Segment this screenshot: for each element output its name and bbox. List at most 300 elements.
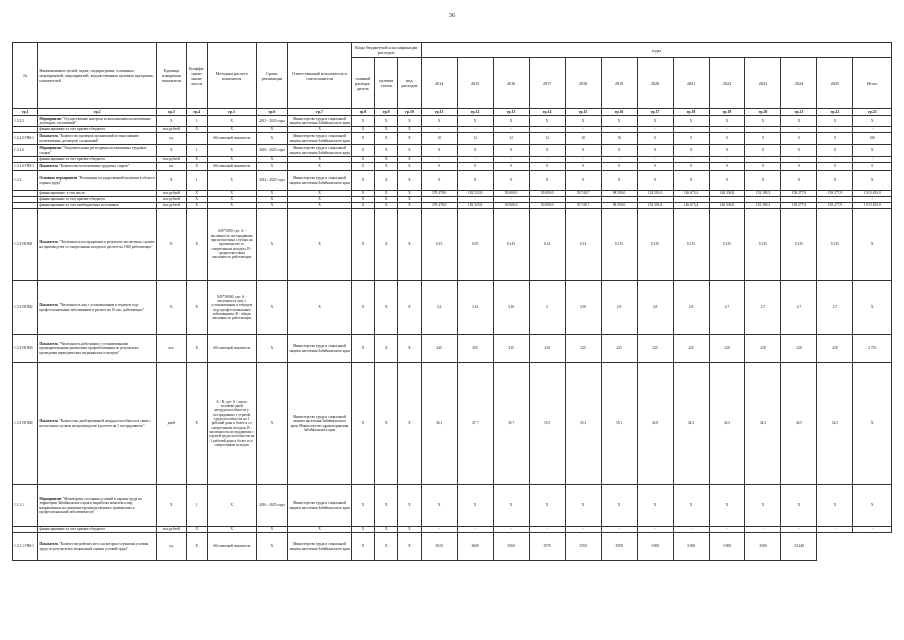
table-cell: 146 336,8 — [709, 203, 745, 209]
table-cell: - — [529, 127, 565, 133]
column-number-cell: гр.11 — [421, 109, 457, 116]
table-cell: 0 — [637, 133, 673, 145]
header-year: 2022 — [709, 58, 745, 109]
table-cell: - — [529, 527, 565, 533]
table-cell: X — [186, 527, 207, 533]
table-cell: 35,5 — [529, 363, 565, 485]
table-cell: 2,7 — [781, 281, 817, 335]
row-code-cell: 1.3.3-ПОМ2 — [13, 281, 38, 335]
page-number: 36 — [449, 13, 455, 19]
table-cell: X — [375, 203, 398, 209]
table-cell: X — [673, 485, 709, 527]
table-row — [13, 485, 892, 527]
table-cell: X — [673, 116, 709, 127]
table-cell: 182 523,8 — [457, 191, 493, 197]
table-cell: X — [351, 116, 374, 127]
table-cell: X — [853, 363, 892, 485]
table-cell: X — [398, 171, 421, 191]
table-cell: X — [351, 171, 374, 191]
table-cell: - — [529, 157, 565, 163]
table-cell: - — [601, 527, 637, 533]
table-cell: - — [565, 197, 601, 203]
table-row — [13, 363, 892, 485]
table-cell: 0,05 — [457, 209, 493, 281]
table-cell: X — [256, 197, 288, 203]
table-cell: 0,135 — [745, 209, 781, 281]
header-main-manager: главный распоря-дитель — [351, 58, 374, 109]
table-cell: шт. — [156, 163, 186, 171]
table-cell: 3558 — [601, 533, 637, 561]
table-cell: 158 277,9 — [781, 203, 817, 209]
table-cell: 220 — [817, 335, 853, 363]
table-cell: 0 — [745, 133, 781, 145]
table-cell: X — [601, 171, 637, 191]
table-cell: X — [637, 116, 673, 127]
table-cell: 98 500,0 — [601, 191, 637, 197]
table-cell: X — [256, 163, 288, 171]
table-cell: 2,95 — [565, 281, 601, 335]
row-name-cell: Основное мероприятие "Реализация государственной политики в области охраны труда" — [38, 171, 157, 191]
table-cell: - — [745, 127, 781, 133]
table-cell: 47,7 — [457, 363, 493, 485]
table-cell: 1 — [186, 171, 207, 191]
table-cell: X — [565, 485, 601, 527]
table-cell: X — [207, 157, 256, 163]
header-year: 2019 — [601, 58, 637, 109]
table-cell: X — [351, 163, 374, 171]
header-method: Методика расчета показателя — [207, 43, 256, 109]
table-cell: - — [601, 157, 637, 163]
row-name-cell: Мероприятие "Осуществление контроля за выполнением коллективных договоров, соглашений" — [38, 116, 157, 127]
table-cell: X — [529, 116, 565, 127]
table-cell: 152 190,3 — [745, 203, 781, 209]
table-cell: X — [398, 203, 421, 209]
table-cell: 220 — [709, 335, 745, 363]
row-code-cell: 1.3.3-ПОМ3 — [13, 335, 38, 363]
table-cell: X — [256, 527, 288, 533]
table-cell: X — [709, 171, 745, 191]
table-cell: X — [375, 209, 398, 281]
table-cell: X — [421, 145, 457, 157]
table-cell: - — [745, 527, 781, 533]
column-number-cell: гр.6 — [256, 109, 288, 116]
table-cell: X — [781, 171, 817, 191]
table-cell: Министерство труда и социальной защиты населения Забайкальского края — [288, 485, 352, 527]
table-cell: - — [853, 197, 892, 203]
table-cell: чел. — [156, 335, 186, 363]
column-number-cell: гр.2 — [38, 109, 157, 116]
table-cell: X — [186, 127, 207, 133]
table-cell: 0,145 — [493, 209, 529, 281]
table-cell: X — [457, 171, 493, 191]
table-cell: X — [156, 145, 186, 157]
table-cell: 12 — [529, 133, 565, 145]
table-cell: 225 — [673, 335, 709, 363]
row-code-cell: 1.3.3. — [13, 171, 38, 191]
indicators-table-container — [12, 42, 892, 561]
table-cell: 0,15 — [421, 209, 457, 281]
table-cell: 1 913 493,0 — [853, 203, 892, 209]
table-cell: тыс.рублей — [156, 191, 186, 197]
table-cell: ед. — [156, 133, 186, 145]
table-cell: X — [493, 171, 529, 191]
table-cell: X — [673, 171, 709, 191]
table-cell: 0 — [601, 163, 637, 171]
table-cell: X — [781, 145, 817, 157]
column-number-cell: гр.4 — [186, 109, 207, 116]
table-cell: 2016 - 2025 годы — [256, 145, 288, 157]
table-cell: X — [493, 116, 529, 127]
table-cell: X — [351, 197, 374, 203]
table-cell: X — [817, 116, 853, 127]
row-name-cell: финансирование, в том числе: — [38, 191, 157, 197]
table-cell: - — [421, 127, 457, 133]
table-cell: X — [398, 281, 421, 335]
table-cell: - — [781, 197, 817, 203]
row-kind-label: Мероприятие — [39, 146, 62, 151]
table-cell: - — [745, 197, 781, 203]
table-cell: 35,3 — [565, 363, 601, 485]
table-cell: 3600 — [457, 533, 493, 561]
table-cell: 0 — [781, 163, 817, 171]
header-budget-codes: Коды бюджетной классификации расходов — [351, 43, 421, 58]
table-cell: X — [375, 527, 398, 533]
table-cell: X — [398, 527, 421, 533]
table-cell: X — [351, 191, 374, 197]
table-cell: - — [817, 527, 853, 533]
table-cell: 225 — [565, 335, 601, 363]
table-cell: X — [745, 485, 781, 527]
table-cell: X — [709, 116, 745, 127]
table-cell: X — [156, 485, 186, 527]
table-cell: X — [207, 203, 256, 209]
row-name-cell: финансирование за счет краевого бюджета — [38, 127, 157, 133]
table-cell: - — [781, 127, 817, 133]
table-cell: 0 — [853, 163, 892, 171]
table-cell: Министерство труда и социальной защиты населения Забайкальского края — [289, 116, 350, 125]
table-cell: - — [673, 157, 709, 163]
table-cell: 2,8 — [637, 281, 673, 335]
table-cell: 0 — [637, 163, 673, 171]
table-cell: А/В*10000, где: А - численность лиц, с установленным в текущем году профессиональным заболеванием, В - общая численность работающих — [207, 281, 256, 335]
table-cell: 0,135 — [637, 209, 673, 281]
table-cell: X — [186, 209, 207, 281]
table-cell: 146 673,4 — [673, 203, 709, 209]
table-cell: X — [853, 485, 892, 527]
table-cell: X — [156, 171, 186, 191]
header-year: 2017 — [529, 58, 565, 109]
row-code-cell: 1.1.1.1. — [13, 485, 38, 527]
row-name-cell: Мероприятие "Мониторинг состояния условий и охраны труда на территории Забайкальского края и выработка комплекса мер, направленных на снижение производственного травматизма и профессиональной заболеваемости" — [38, 485, 157, 527]
table-row — [13, 145, 892, 157]
table-cell: 34 240 — [781, 533, 817, 561]
table-cell: X — [256, 209, 288, 281]
table-cell: X — [375, 133, 398, 145]
table-cell: тыс.рублей — [156, 197, 186, 203]
table-cell: 2,8 — [673, 281, 709, 335]
table-cell: X — [375, 281, 398, 335]
table-cell: X — [351, 363, 374, 485]
table-cell: X — [375, 533, 398, 561]
table-cell: 12 — [457, 133, 493, 145]
column-number-cell: гр.23 — [853, 109, 892, 116]
header-year: 2025 — [817, 58, 853, 109]
table-cell: X — [529, 145, 565, 157]
table-cell: 50 000,0 — [529, 191, 565, 197]
table-cell: Министерство труда и социальной защиты населения Забайкальского края — [288, 533, 352, 561]
table-cell: X — [186, 157, 207, 163]
row-kind-label: Показатель — [39, 303, 59, 308]
table-cell: 0 — [817, 133, 853, 145]
row-kind-label: Показатель — [39, 542, 59, 547]
table-cell: X — [288, 157, 352, 163]
table-cell: 265 — [457, 335, 493, 363]
table-cell: 0 — [709, 163, 745, 171]
table-cell: X — [398, 116, 421, 127]
table-cell: 10 — [601, 133, 637, 145]
row-name-cell: Показатель "Численность работников с установленными предварительными диагнозами профзаболевания по результатам проведения периодических медицинских осмотров" — [38, 335, 157, 363]
table-cell: X — [288, 203, 352, 209]
table-cell: А / В, где: А - число человеко-дней нетрудоспособности у пострадавших с утратой трудоспособности на 1 рабочий день и более и со смертельным исходом, В - численность пострадавших с утратой трудоспособности на 1 рабочий день и более и со смертельным исходом — [207, 363, 256, 485]
table-cell: - — [853, 157, 892, 163]
table-cell: X — [817, 145, 853, 157]
table-cell: 35,7 — [493, 363, 529, 485]
table-cell: - — [673, 127, 709, 133]
table-cell: 0,135 — [709, 209, 745, 281]
table-cell: X — [207, 127, 256, 133]
row-kind-label: Показатель — [39, 134, 59, 139]
table-cell: X — [398, 163, 421, 171]
header-target-article: целевая статья — [375, 58, 398, 109]
table-cell: 3 000 — [637, 533, 673, 561]
header-year: 2015 — [457, 58, 493, 109]
table-cell — [186, 133, 207, 145]
table-cell: X — [375, 163, 398, 171]
table-cell: X — [421, 485, 457, 527]
table-cell: 2 755 — [853, 335, 892, 363]
table-cell: X — [853, 171, 892, 191]
table-cell: - — [817, 197, 853, 203]
table-cell: 0 — [421, 163, 457, 171]
table-cell: 34,5 — [817, 363, 853, 485]
table-cell: X — [601, 145, 637, 157]
table-cell: X — [781, 485, 817, 527]
table-cell: - — [565, 527, 601, 533]
table-cell: - — [637, 197, 673, 203]
column-number-cell: гр.16 — [601, 109, 637, 116]
table-cell: 12 — [493, 133, 529, 145]
table-cell: 50 000,0 — [493, 191, 529, 197]
table-cell: 0 — [709, 133, 745, 145]
table-cell: X — [351, 145, 374, 157]
table-cell: 225 — [601, 335, 637, 363]
table-cell: - — [817, 127, 853, 133]
table-cell: X — [256, 191, 288, 197]
table-cell: 35,1 — [601, 363, 637, 485]
row-name-cell: Показатель "Численность лиц с установленным в текущем году профессиональным заболеванием в расчете на 10 тыс. работающих" — [38, 281, 157, 335]
table-cell: 132 501,0 — [637, 191, 673, 197]
table-cell: 50 000,0 — [493, 203, 529, 209]
table-cell: X — [375, 191, 398, 197]
table-cell: X — [457, 145, 493, 157]
table-cell: 3570 — [529, 533, 565, 561]
table-cell: 225 — [637, 335, 673, 363]
header-name: Наименование целей, задач, подпрограмм, основных мероприятий, мероприятий, ведомственных целевых программ, показателей — [38, 43, 157, 109]
header-unit: Единица измерения показателя — [156, 43, 186, 109]
table-cell: - — [709, 127, 745, 133]
table-cell: - — [637, 127, 673, 133]
table-cell: 3 000 — [709, 533, 745, 561]
table-cell: дней — [156, 363, 186, 485]
table-cell: 245 — [421, 335, 457, 363]
row-kind-label: Показатель — [39, 342, 59, 347]
table-cell: X — [745, 116, 781, 127]
table-cell: X — [398, 197, 421, 203]
table-cell: 1 — [186, 145, 207, 157]
column-number-cell: гр.20 — [745, 109, 781, 116]
table-row — [13, 281, 892, 335]
table-cell: - — [673, 197, 709, 203]
table-cell: 3 000 — [673, 533, 709, 561]
header-years-group: годы — [421, 43, 891, 58]
table-cell: 1 — [186, 116, 207, 127]
indicators-table — [12, 42, 892, 561]
table-cell: 0,14 — [565, 209, 601, 281]
column-number-cell: гр.21 — [781, 109, 817, 116]
row-code-cell: 1.3.2.6. — [13, 145, 38, 157]
table-cell: - — [709, 157, 745, 163]
column-number-cell: гр.12 — [457, 109, 493, 116]
table-cell: 0,135 — [817, 209, 853, 281]
table-cell: 34,5 — [781, 363, 817, 485]
table-cell: 0 — [673, 133, 709, 145]
table-cell: X — [207, 527, 256, 533]
table-cell: 10 — [421, 133, 457, 145]
row-code-cell: 1.3.3-ПОМ4 — [13, 363, 38, 485]
table-cell: 2,7 — [745, 281, 781, 335]
table-cell: X — [186, 203, 207, 209]
table-cell: X — [256, 157, 288, 163]
table-cell: - — [457, 197, 493, 203]
table-cell: X — [256, 335, 288, 363]
table-cell: X — [186, 191, 207, 197]
table-cell: 0 — [493, 163, 529, 171]
table-cell: X — [398, 485, 421, 527]
table-cell: X — [565, 145, 601, 157]
table-cell: X — [256, 203, 288, 209]
table-cell: Министерство труда и социальной защиты населения Забайкальского края — [288, 171, 352, 191]
row-name-cell: Показатель "Численность пострадавших в результате несчастных случаев на производстве со смертельным исходом в расчете на 1000 работающих" — [38, 209, 157, 281]
table-cell: - — [457, 527, 493, 533]
table-cell: 378 478,0 — [421, 191, 457, 197]
table-cell: 0,135 — [601, 209, 637, 281]
column-number-cell: гр.8 — [351, 109, 374, 116]
row-kind-label: Мероприятие — [39, 116, 62, 121]
table-cell: 106 — [853, 133, 892, 145]
table-cell: X — [375, 171, 398, 191]
table-cell: 3550 — [565, 533, 601, 561]
header-responsible: Ответственный исполнитель и соисполнители — [288, 43, 352, 109]
row-name-cell: финансирование за счет краевого бюджета — [38, 527, 157, 533]
table-cell: 0 — [673, 163, 709, 171]
row-code-cell: 1.3.3-ПОМ1 — [13, 209, 38, 281]
table-cell: 0 — [529, 163, 565, 171]
table-cell: 235 — [493, 335, 529, 363]
table-cell: X — [351, 209, 374, 281]
row-name-cell: финансирование за счет внебюджетных источников — [38, 203, 157, 209]
column-number-cell: гр.19 — [709, 109, 745, 116]
table-cell: X — [375, 127, 398, 133]
table-cell: 3 — [529, 281, 565, 335]
table-cell: X — [351, 203, 374, 209]
table-cell: Министерство труда и социальной защиты населения Забайкальского края — [288, 335, 352, 363]
header-year: 2016 — [493, 58, 529, 109]
table-cell: 2014 - 2025 годы — [256, 171, 288, 191]
table-cell: - — [781, 157, 817, 163]
table-cell: 0,135 — [673, 209, 709, 281]
table-cell: X — [709, 145, 745, 157]
table-cell: - — [781, 527, 817, 533]
row-name-cell: финансирование за счет краевого бюджета — [38, 157, 157, 163]
table-cell: X — [351, 527, 374, 533]
table-cell: 3,16 — [457, 281, 493, 335]
column-number-cell: гр.1 — [13, 109, 38, 116]
table-cell: X — [745, 171, 781, 191]
table-cell: 34,5 — [673, 363, 709, 485]
table-cell: X — [565, 171, 601, 191]
row-name-cell: Мероприятие "Уведомительная регистрация коллективных трудовых споров" — [38, 145, 157, 157]
table-cell: - — [493, 527, 529, 533]
column-number-cell: гр.9 — [375, 109, 398, 116]
table-row — [13, 171, 892, 191]
table-cell: X — [421, 171, 457, 191]
row-kind-label: Мероприятие — [39, 496, 62, 501]
table-cell: X — [398, 335, 421, 363]
table-cell: 50 000,0 — [529, 203, 565, 209]
table-cell: - — [493, 127, 529, 133]
table-cell: - — [637, 527, 673, 533]
table-cell: X — [186, 281, 207, 335]
table-cell: 59 740,7 — [565, 191, 601, 197]
header-year: Итого — [853, 58, 892, 109]
row-kind-label: Основное мероприятие — [39, 176, 78, 181]
row-code-cell: 1.3.2.5-ПМ-1 — [13, 133, 38, 145]
table-row — [13, 116, 892, 127]
table-cell: 2015 - 2025 годы — [256, 116, 288, 127]
row-name-cell: финансирование за счет краевого бюджета — [38, 197, 157, 203]
table-cell: 10 — [565, 133, 601, 145]
table-cell: X — [529, 485, 565, 527]
table-cell: - — [817, 157, 853, 163]
table-cell: X — [601, 116, 637, 127]
table-cell: 3560 — [493, 533, 529, 561]
column-number-cell: гр.5 — [207, 109, 256, 116]
table-cell: X — [288, 163, 352, 171]
table-cell: 0 — [781, 133, 817, 145]
table-cell: X — [207, 116, 256, 127]
table-cell: 158 277,9 — [781, 191, 817, 197]
table-cell: X — [398, 157, 421, 163]
table-cell: 0 — [457, 163, 493, 171]
table-cell: 0 — [565, 163, 601, 171]
table-cell: % — [156, 281, 186, 335]
table-cell: 3,2 — [421, 281, 457, 335]
table-cell: X — [817, 485, 853, 527]
table-cell: X — [375, 197, 398, 203]
table-cell: 220 — [781, 335, 817, 363]
table-cell: X — [375, 485, 398, 527]
table-cell: X — [351, 281, 374, 335]
